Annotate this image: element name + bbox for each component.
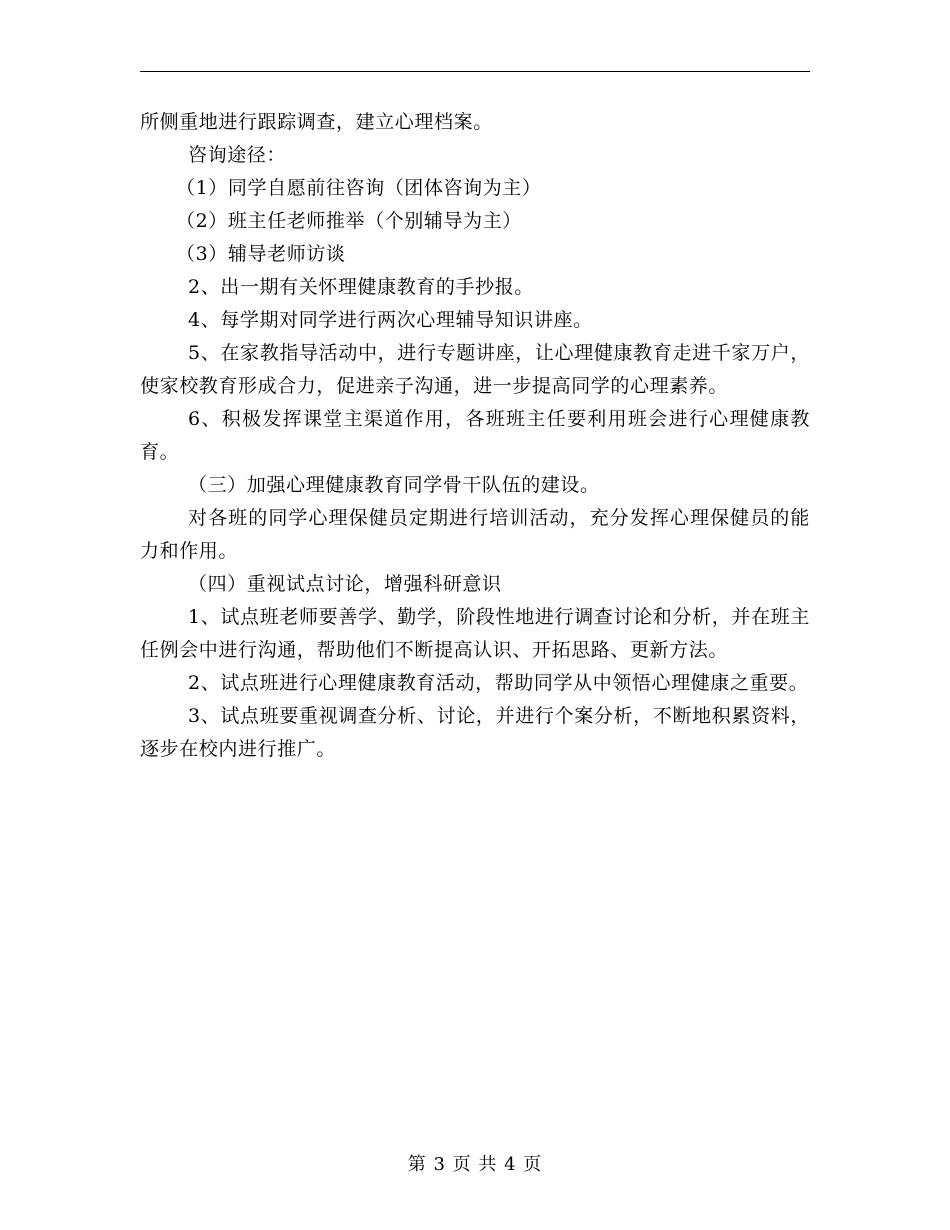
section-heading-3: （三）加强心理健康教育同学骨干队伍的建设。 bbox=[188, 474, 600, 496]
paragraph-continuation: 所侧重地进行跟踪调查，建立心理档案。 bbox=[140, 111, 493, 133]
section-heading-4: （四）重视试点讨论，增强科研意识 bbox=[188, 573, 502, 595]
paragraph-consult-channels-heading: 咨询途径： bbox=[188, 144, 287, 166]
document-body bbox=[140, 106, 810, 766]
paragraph-channel-1: （1）同学自愿前往咨询（团体咨询为主） bbox=[176, 177, 542, 199]
paragraph-item-2: 2、出一期有关怀理健康教育的手抄报。 bbox=[188, 276, 534, 298]
paragraph-pilot-1: 1、试点班老师要善学、勤学，阶段性地进行调查讨论和分析，并在班主任例会中进行沟通，帮助他们不断提高认识、开拓思路、更新方法。 bbox=[140, 606, 810, 661]
paragraph-health-staff: 对各班的同学心理保健员定期进行培训活动，充分发挥心理保健员的能力和作用。 bbox=[140, 507, 810, 562]
paragraph-pilot-3: 3、试点班要重视调查分析、讨论，并进行个案分析，不断地积累资料，逐步在校内进行推广。 bbox=[140, 705, 810, 760]
paragraph-item-6: 6、积极发挥课堂主渠道作用，各班班主任要利用班会进行心理健康教育。 bbox=[140, 408, 810, 463]
header-rule bbox=[140, 71, 810, 72]
paragraph-item-4: 4、每学期对同学进行两次心理辅导知识讲座。 bbox=[188, 309, 593, 331]
paragraph-item-5: 5、在家教指导活动中，进行专题讲座，让心理健康教育走进千家万户，使家校教育形成合力，促进亲子沟通，进一步提高同学的心理素养。 bbox=[140, 342, 810, 397]
paragraph-channel-2: （2）班主任老师推举（个别辅导为主） bbox=[176, 210, 522, 232]
paragraph-channel-3: （3）辅导老师访谈 bbox=[176, 243, 346, 265]
paragraph-pilot-2: 2、试点班进行心理健康教育活动，帮助同学从中领悟心理健康之重要。 bbox=[188, 672, 809, 694]
page-number-footer: 第 3 页 共 4 页 bbox=[407, 1154, 543, 1175]
